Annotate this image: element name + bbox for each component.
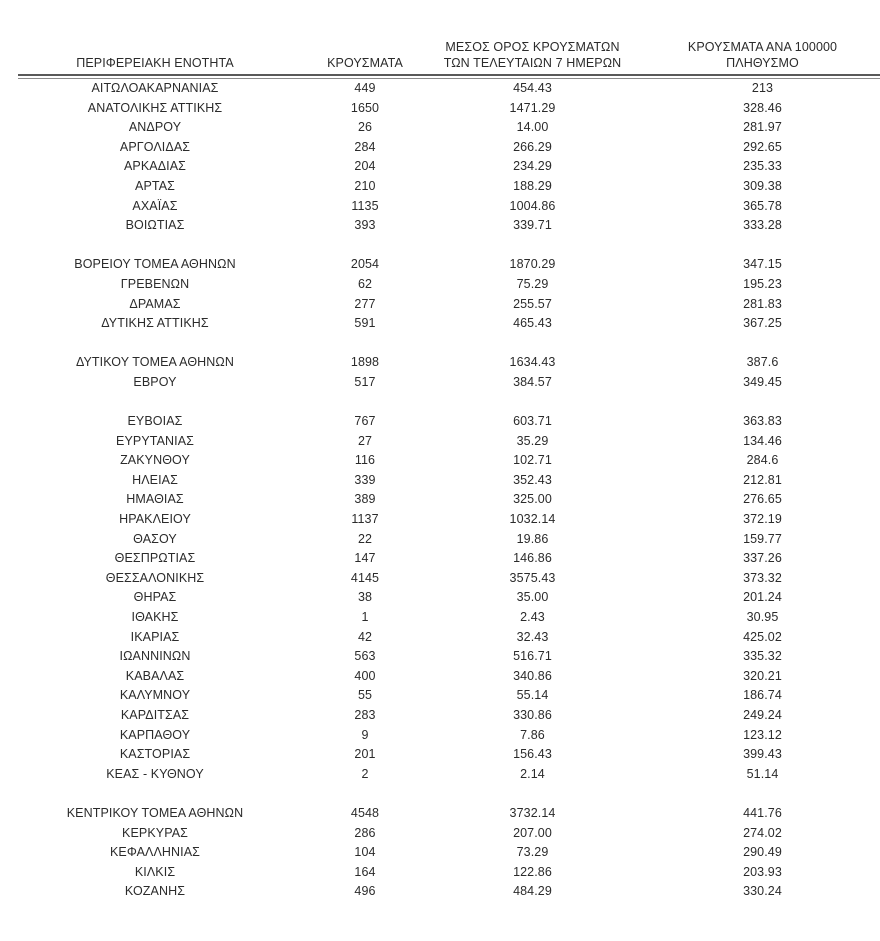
cell-region-name: ΖΑΚΥΝΘΟΥ (120, 453, 190, 468)
cell-region-name: ΚΕΦΑΛΛΗΝΙΑΣ (109, 845, 201, 860)
table-row (0, 549, 880, 569)
cell-cases: 4145 (350, 570, 380, 585)
cell-region-name: ΙΘΑΚΗΣ (131, 610, 179, 625)
cell-region-name: ΕΥΒΟΙΑΣ (127, 414, 183, 429)
cell-cases: 517 (354, 374, 376, 389)
table-body (0, 79, 880, 902)
cell-weekly-average: 516.71 (513, 649, 552, 664)
table-row (0, 510, 880, 530)
table-row (0, 255, 880, 275)
cell-region-name: ΚΑΣΤΟΡΙΑΣ (119, 747, 191, 762)
cell-per-100000: 203.93 (743, 864, 782, 879)
table-row (0, 765, 880, 785)
cell-cases: 389 (354, 492, 376, 507)
column-header-region (0, 0, 310, 74)
cell-cases: 400 (354, 668, 376, 683)
column-header-per-100000 (645, 0, 880, 74)
cell-region-name: ΑΙΤΩΛΟΑΚΑΡΝΑΝΙΑΣ (91, 81, 219, 95)
cell-weekly-average: 484.29 (513, 884, 552, 899)
cell-cases: 767 (354, 414, 376, 429)
cell-weekly-average: 1471.29 (509, 100, 556, 115)
cell-region-name: ΑΡΤΑΣ (135, 178, 175, 193)
cell-per-100000: 292.65 (743, 139, 782, 154)
cell-weekly-average: 55.14 (516, 688, 549, 703)
cell-weekly-average: 35.00 (516, 590, 549, 605)
table-row (0, 177, 880, 197)
cell-weekly-average: 1870.29 (509, 257, 556, 272)
table-row (0, 608, 880, 628)
cell-region-name: ΗΡΑΚΛΕΙΟΥ (119, 512, 191, 527)
cell-cases: 116 (354, 453, 376, 468)
cell-region-name: ΓΡΕΒΕΝΩΝ (120, 276, 190, 291)
cell-per-100000: 51.14 (746, 766, 779, 781)
cell-weekly-average: 340.86 (513, 668, 552, 683)
cell-cases: 283 (354, 708, 376, 722)
cell-per-100000: 335.32 (743, 649, 782, 664)
table-header (0, 0, 880, 79)
table-row (0, 79, 880, 99)
cell-weekly-average: 1032.14 (509, 512, 556, 527)
cell-cases: 210 (354, 178, 376, 193)
table-spacer-row (0, 784, 880, 804)
cell-cases: 42 (357, 629, 373, 644)
cell-per-100000: 212.81 (743, 472, 782, 487)
cell-region-name: ΚΕΡΚΥΡΑΣ (122, 825, 188, 840)
cell-region-name: ΔΥΤΙΚΟΥ ΤΟΜΕΑ ΑΘΗΝΩΝ (75, 355, 235, 370)
table-row (0, 882, 880, 902)
cell-weekly-average: 266.29 (513, 139, 552, 154)
cell-region-name: ΑΝΑΤΟΛΙΚΗΣ ΑΤΤΙΚΗΣ (87, 100, 223, 115)
cell-weekly-average: 465.43 (513, 316, 552, 331)
cell-weekly-average: 2.43 (520, 610, 545, 625)
table-row (0, 588, 880, 608)
cell-region-name: ΚΑΡΔΙΤΣΑΣ (120, 708, 190, 722)
column-header-cases (310, 0, 420, 74)
table-row (0, 99, 880, 119)
table-spacer-row (0, 236, 880, 256)
table-row (0, 432, 880, 452)
cell-region-name: ΚΕΝΤΡΙΚΟΥ ΤΟΜΕΑ ΑΘΗΝΩΝ (66, 805, 244, 820)
cell-per-100000: 274.02 (743, 825, 782, 840)
cell-per-100000: 425.02 (743, 629, 782, 644)
table-row (0, 843, 880, 863)
cell-weekly-average: 330.86 (513, 708, 552, 722)
cell-weekly-average: 73.29 (516, 845, 549, 860)
cell-region-name: ΘΕΣΣΑΛΟΝΙΚΗΣ (105, 570, 205, 585)
cell-per-100000: 276.65 (743, 492, 782, 507)
cell-cases: 164 (354, 864, 376, 879)
table-row (0, 138, 880, 158)
cell-per-100000: 373.32 (743, 570, 782, 585)
cell-per-100000: 235.33 (743, 159, 782, 174)
cell-region-name: ΑΝΔΡΟΥ (128, 120, 182, 135)
cell-region-name: ΙΚΑΡΙΑΣ (130, 629, 180, 644)
cell-weekly-average: 339.71 (513, 218, 552, 233)
cell-per-100000: 365.78 (743, 198, 782, 213)
cell-region-name: ΚΕΑΣ - ΚΥΘΝΟΥ (106, 766, 204, 781)
table-row (0, 745, 880, 765)
cell-per-100000: 186.74 (743, 688, 782, 703)
table-spacer-cell (0, 334, 880, 354)
cell-weekly-average: 7.86 (520, 727, 545, 742)
cell-per-100000: 159.77 (743, 531, 782, 546)
column-header-per-100000-line2: ΠΛΗΘΥΣΜΟ (726, 55, 799, 70)
cell-per-100000: 30.95 (746, 610, 779, 625)
cell-weekly-average: 325.00 (513, 492, 552, 507)
cell-region-name: ΙΩΑΝΝΙΝΩΝ (119, 649, 191, 664)
cell-weekly-average: 102.71 (513, 453, 552, 468)
table-row (0, 667, 880, 687)
cell-per-100000: 195.23 (743, 276, 782, 291)
cell-cases: 2 (361, 766, 369, 781)
header-row (0, 0, 880, 74)
cell-cases: 496 (354, 884, 376, 899)
cell-per-100000: 213 (751, 81, 774, 95)
cell-cases: 563 (354, 649, 376, 664)
cell-weekly-average: 454.43 (513, 81, 552, 95)
cell-cases: 22 (357, 531, 373, 546)
table-row (0, 197, 880, 217)
table-row (0, 647, 880, 667)
column-header-per-100000-line1: ΚΡΟΥΣΜΑΤΑ ΑΝΑ 100000 (687, 40, 838, 54)
cell-cases: 147 (354, 551, 376, 566)
cell-per-100000: 123.12 (743, 727, 782, 742)
cell-cases: 339 (354, 472, 376, 487)
cell-cases: 2054 (350, 257, 380, 272)
cell-weekly-average: 603.71 (513, 414, 552, 429)
cell-per-100000: 363.83 (743, 414, 782, 429)
cell-per-100000: 249.24 (743, 708, 782, 722)
table-row (0, 726, 880, 746)
cell-weekly-average: 35.29 (516, 433, 549, 448)
cell-cases: 4548 (350, 805, 380, 820)
table-row (0, 314, 880, 334)
table-row (0, 412, 880, 432)
cell-region-name: ΚΑΛΥΜΝΟΥ (119, 688, 191, 703)
cell-per-100000: 330.24 (743, 884, 782, 899)
cell-region-name: ΚΙΛΚΙΣ (134, 864, 176, 879)
cell-region-name: ΘΕΣΠΡΩΤΙΑΣ (114, 551, 196, 566)
column-header-weekly-average-line1: ΜΕΣΟΣ ΟΡΟΣ ΚΡΟΥΣΜΑΤΩΝ (445, 40, 620, 54)
cell-per-100000: 347.15 (743, 257, 782, 272)
cell-cases: 55 (357, 688, 373, 703)
table-spacer-cell (0, 393, 880, 413)
cell-cases: 9 (361, 727, 369, 742)
cell-per-100000: 201.24 (743, 590, 782, 605)
cell-per-100000: 281.97 (743, 120, 782, 135)
cell-cases: 286 (354, 825, 376, 840)
cell-region-name: ΔΡΑΜΑΣ (129, 296, 181, 311)
cell-cases: 104 (354, 845, 376, 860)
cell-per-100000: 328.46 (743, 100, 782, 115)
cell-per-100000: 367.25 (743, 316, 782, 331)
cell-cases: 277 (354, 296, 376, 311)
cell-per-100000: 284.6 (746, 453, 779, 468)
cell-cases: 201 (354, 747, 376, 762)
cell-cases: 204 (354, 159, 376, 174)
cell-per-100000: 349.45 (743, 374, 782, 389)
table-row (0, 863, 880, 883)
table-row (0, 275, 880, 295)
cell-cases: 27 (357, 433, 373, 448)
cell-weekly-average: 1004.86 (509, 198, 556, 213)
table-row (0, 569, 880, 589)
cell-cases: 591 (354, 316, 376, 331)
cell-weekly-average: 14.00 (516, 120, 549, 135)
cell-region-name: ΕΥΡΥΤΑΝΙΑΣ (116, 433, 194, 448)
cell-region-name: ΒΟΙΩΤΙΑΣ (125, 218, 185, 233)
table-spacer-cell (0, 236, 880, 256)
cell-region-name: ΘΗΡΑΣ (133, 590, 177, 605)
cell-weekly-average: 122.86 (513, 864, 552, 879)
cell-weekly-average: 207.00 (513, 825, 552, 840)
cell-region-name: ΗΜΑΘΙΑΣ (126, 492, 184, 507)
table-row (0, 157, 880, 177)
table-row (0, 706, 880, 726)
cell-weekly-average: 156.43 (513, 747, 552, 762)
cell-per-100000: 281.83 (743, 296, 782, 311)
table-row (0, 686, 880, 706)
cell-weekly-average: 2.14 (520, 766, 545, 781)
cell-cases: 1650 (350, 100, 380, 115)
cell-region-name: ΑΡΚΑΔΙΑΣ (123, 159, 187, 174)
table-spacer-row (0, 334, 880, 354)
table-spacer-cell (0, 784, 880, 804)
column-header-weekly-average (420, 0, 645, 74)
table-row (0, 490, 880, 510)
cell-region-name: ΗΛΕΙΑΣ (132, 472, 178, 487)
table-row (0, 824, 880, 844)
cell-region-name: ΑΧΑΪΑΣ (132, 198, 178, 213)
cell-cases: 62 (357, 276, 373, 291)
table-row (0, 530, 880, 550)
cell-region-name: ΒΟΡΕΙΟΥ ΤΟΜΕΑ ΑΘΗΝΩΝ (74, 257, 236, 272)
cell-cases: 1137 (351, 512, 379, 527)
cell-cases: 284 (354, 139, 376, 154)
cell-weekly-average: 188.29 (513, 178, 552, 193)
table-row (0, 471, 880, 491)
cell-cases: 393 (354, 218, 376, 233)
cell-region-name: ΑΡΓΟΛΙΔΑΣ (119, 139, 191, 154)
table-row (0, 451, 880, 471)
cell-weekly-average: 384.57 (513, 374, 552, 389)
table-spacer-row (0, 393, 880, 413)
cell-per-100000: 333.28 (743, 218, 782, 233)
cell-per-100000: 309.38 (743, 178, 782, 193)
cell-weekly-average: 75.29 (516, 276, 549, 291)
cell-cases: 1135 (351, 198, 379, 213)
cell-region-name: ΚΟΖΑΝΗΣ (124, 884, 186, 899)
cell-weekly-average: 3575.43 (509, 570, 556, 585)
cell-weekly-average: 3732.14 (509, 805, 556, 820)
cell-cases: 38 (357, 590, 373, 605)
cell-cases: 1898 (350, 355, 380, 370)
cell-weekly-average: 234.29 (513, 159, 552, 174)
cell-weekly-average: 146.86 (513, 551, 552, 566)
cell-region-name: ΚΑΒΑΛΑΣ (125, 668, 185, 683)
table-row (0, 628, 880, 648)
cell-per-100000: 387.6 (746, 355, 779, 370)
table-row (0, 216, 880, 236)
cell-weekly-average: 32.43 (516, 629, 549, 644)
cell-region-name: ΕΒΡΟΥ (133, 374, 177, 389)
cell-per-100000: 134.46 (743, 433, 782, 448)
cell-weekly-average: 352.43 (513, 472, 552, 487)
cell-per-100000: 290.49 (743, 845, 782, 860)
cell-region-name: ΔΥΤΙΚΗΣ ΑΤΤΙΚΗΣ (101, 316, 209, 331)
cell-per-100000: 399.43 (743, 747, 782, 762)
table-row (0, 118, 880, 138)
cell-per-100000: 337.26 (743, 551, 782, 566)
table-row (0, 804, 880, 824)
cell-region-name: ΚΑΡΠΑΘΟΥ (119, 727, 191, 742)
cell-weekly-average: 255.57 (513, 296, 552, 311)
cell-region-name: ΘΑΣΟΥ (133, 531, 177, 546)
column-header-cases-line2: ΚΡΟΥΣΜΑΤΑ (327, 55, 403, 70)
cell-weekly-average: 19.86 (516, 531, 549, 546)
table-row (0, 295, 880, 315)
cell-cases: 1 (361, 610, 369, 625)
column-header-region-line2: ΠΕΡΙΦΕΡΕΙΑΚΗ ΕΝΟΤΗΤΑ (76, 55, 234, 70)
table-row (0, 373, 880, 393)
column-header-weekly-average-line2: ΤΩΝ ΤΕΛΕΥΤΑΙΩΝ 7 ΗΜΕΡΩΝ (443, 55, 622, 70)
cell-per-100000: 441.76 (743, 805, 782, 820)
cell-cases: 449 (354, 81, 376, 95)
cell-per-100000: 372.19 (743, 512, 782, 527)
cell-per-100000: 320.21 (743, 668, 782, 683)
cell-cases: 26 (357, 120, 373, 135)
cell-weekly-average: 1634.43 (509, 355, 556, 370)
table-row (0, 353, 880, 373)
